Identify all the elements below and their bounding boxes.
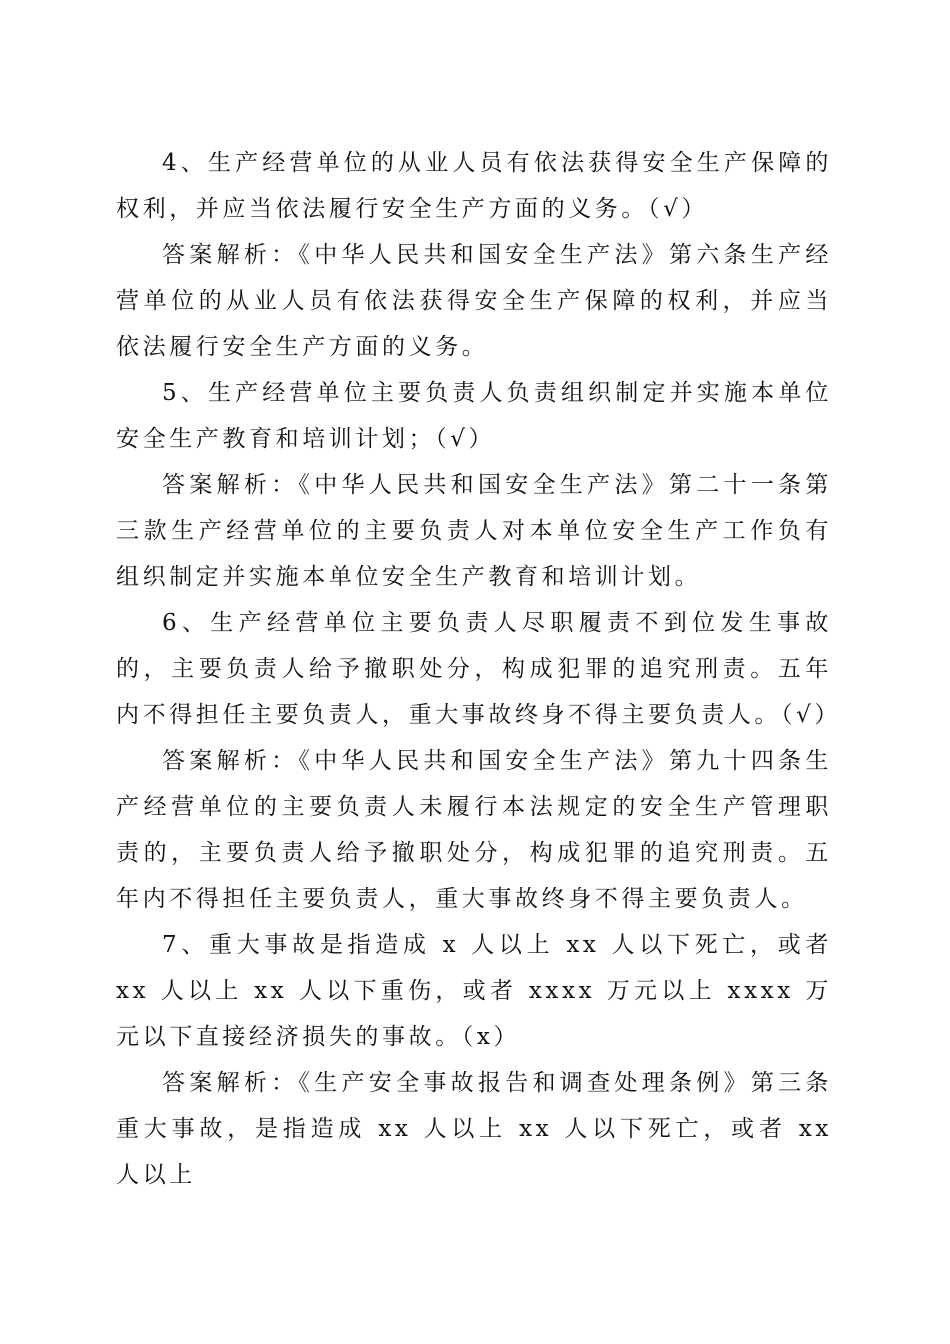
question-4: 4、生产经营单位的从业人员有依法获得安全生产保障的权利，并应当依法履行安全生产方面的义务。（√） bbox=[116, 150, 832, 222]
answer-explanation-6: 答案解析：《中华人民共和国安全生产法》第九十四条生产经营单位的主要负责人未履行本法规定的安全生产管理职责的，主要负责人给予撤职处分，构成犯罪的追究刑责。五年内不得担任主要负责人，重大事故终身不得主要负责人。 bbox=[116, 748, 832, 912]
answer-explanation-5: 答案解析：《中华人民共和国安全生产法》第二十一条第三款生产经营单位的主要负责人对本单位安全生产工作负有组织制定并实施本单位安全生产教育和培训计划。 bbox=[116, 472, 832, 590]
question-6: 6、生产经营单位主要负责人尽职履责不到位发生事故的，主要负责人给予撤职处分，构成犯罪的追究刑责。五年内不得担任主要负责人，重大事故终身不得主要负责人。（√） bbox=[116, 610, 841, 728]
answer-explanation-7: 答案解析：《生产安全事故报告和调查处理条例》第三条重大事故，是指造成 xx 人以上 xx 人以下死亡，或者 xx 人以上 bbox=[116, 1070, 832, 1188]
question-7: 7、重大事故是指造成 x 人以上 xx 人以下死亡，或者 xx 人以上 xx 人以下重伤，或者 xxxx 万元以上 xxxx 万元以下直接经济损失的事故。（x） bbox=[116, 932, 832, 1050]
answer-explanation-4: 答案解析：《中华人民共和国安全生产法》第六条生产经营单位的从业人员有依法获得安全生产保障的权利，并应当依法履行安全生产方面的义务。 bbox=[116, 242, 832, 360]
question-5: 5、生产经营单位主要负责人负责组织制定并实施本单位安全生产教育和培训计划；（√） bbox=[116, 380, 832, 452]
document-page bbox=[116, 140, 841, 1198]
